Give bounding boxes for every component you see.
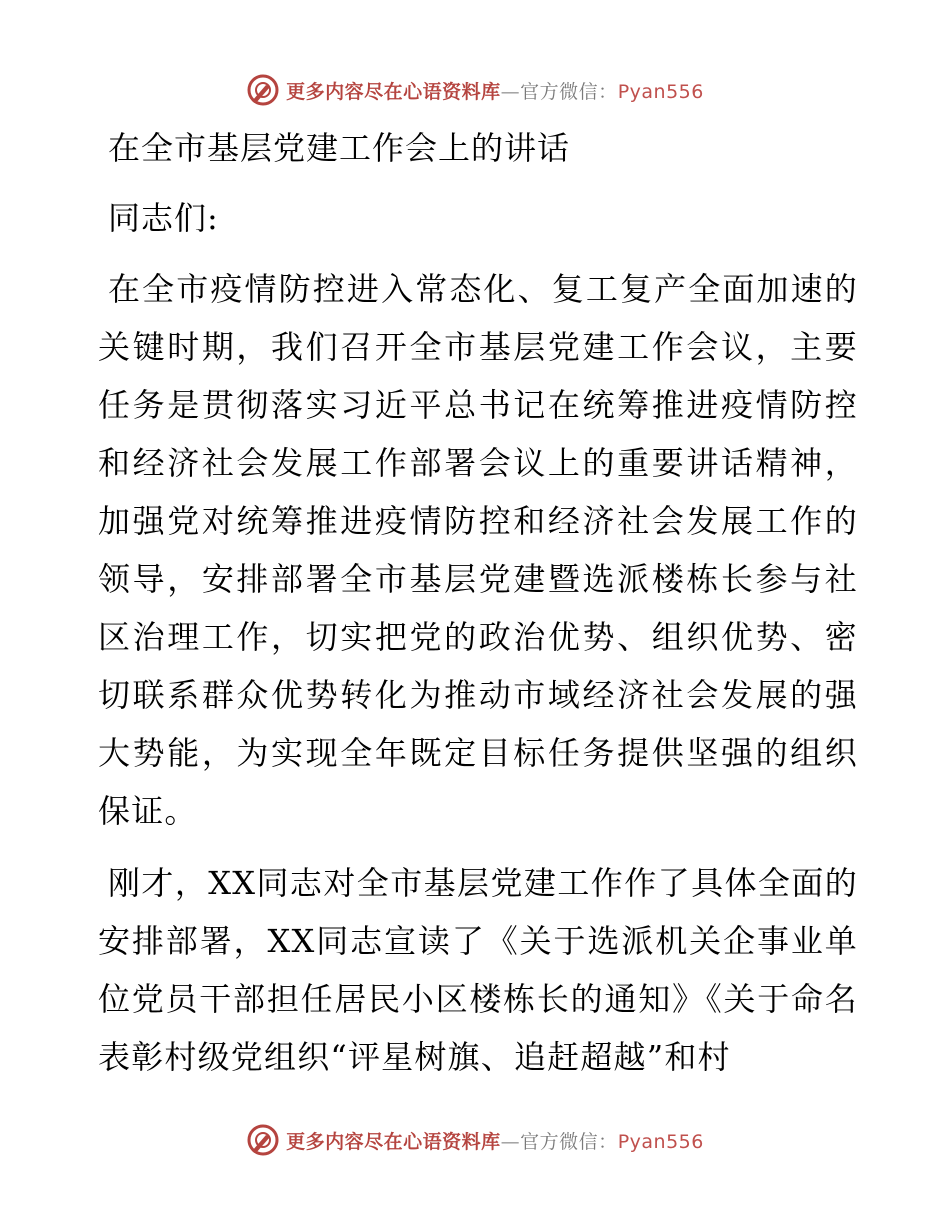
footer-banner: [0, 1120, 950, 1160]
banner-text: [286, 1127, 704, 1154]
paragraph-1: 在全市疫情防控进入常态化、复工复产全面加速的关键时期，我们召开全市基层党建工作会议，主要任务是贯彻落实习近平总书记在统筹推进疫情防控和经济社会发展工作部署会议上的重要讲话精神，加强党对统筹推进疫情防控和经济社会发展工作的领导，安排部署全市基层党建暨选派楼栋长参与社区治理工作，切实把党的政治优势、组织优势、密切联系群众优势转化为推动市域经济社会发展的强大势能，为实现全年既定目标任务提供坚强的组织保证。: [98, 270, 858, 830]
logo-icon: [246, 73, 280, 107]
paragraph-2: 刚才，XX同志对全市基层党建工作作了具体全面的安排部署，XX同志宣读了《关于选派机关企事业单位党员干部担任居民小区楼栋长的通知》《关于命名表彰村级党组织“评星树旗、追赶超越”和村: [98, 864, 858, 1076]
greeting: 同志们:: [108, 199, 219, 237]
banner-main: 更多内容尽在心语资料库: [286, 80, 501, 103]
banner-wechat: Pyan556: [617, 80, 704, 103]
banner-gov: 官方微信：: [520, 1130, 618, 1153]
banner-main: 更多内容尽在心语资料库: [286, 1130, 501, 1153]
banner-sep: —: [500, 1130, 521, 1153]
banner-inner: [246, 1123, 704, 1157]
banner-wechat: Pyan556: [617, 1130, 704, 1153]
header-banner: [0, 70, 950, 110]
logo-icon: [246, 1123, 280, 1157]
banner-sep: —: [500, 80, 521, 103]
document-body: [98, 120, 858, 1100]
banner-inner: [246, 73, 704, 107]
document-title: 在全市基层党建工作会上的讲话: [108, 129, 571, 167]
banner-text: [286, 77, 704, 104]
banner-gov: 官方微信：: [520, 80, 618, 103]
